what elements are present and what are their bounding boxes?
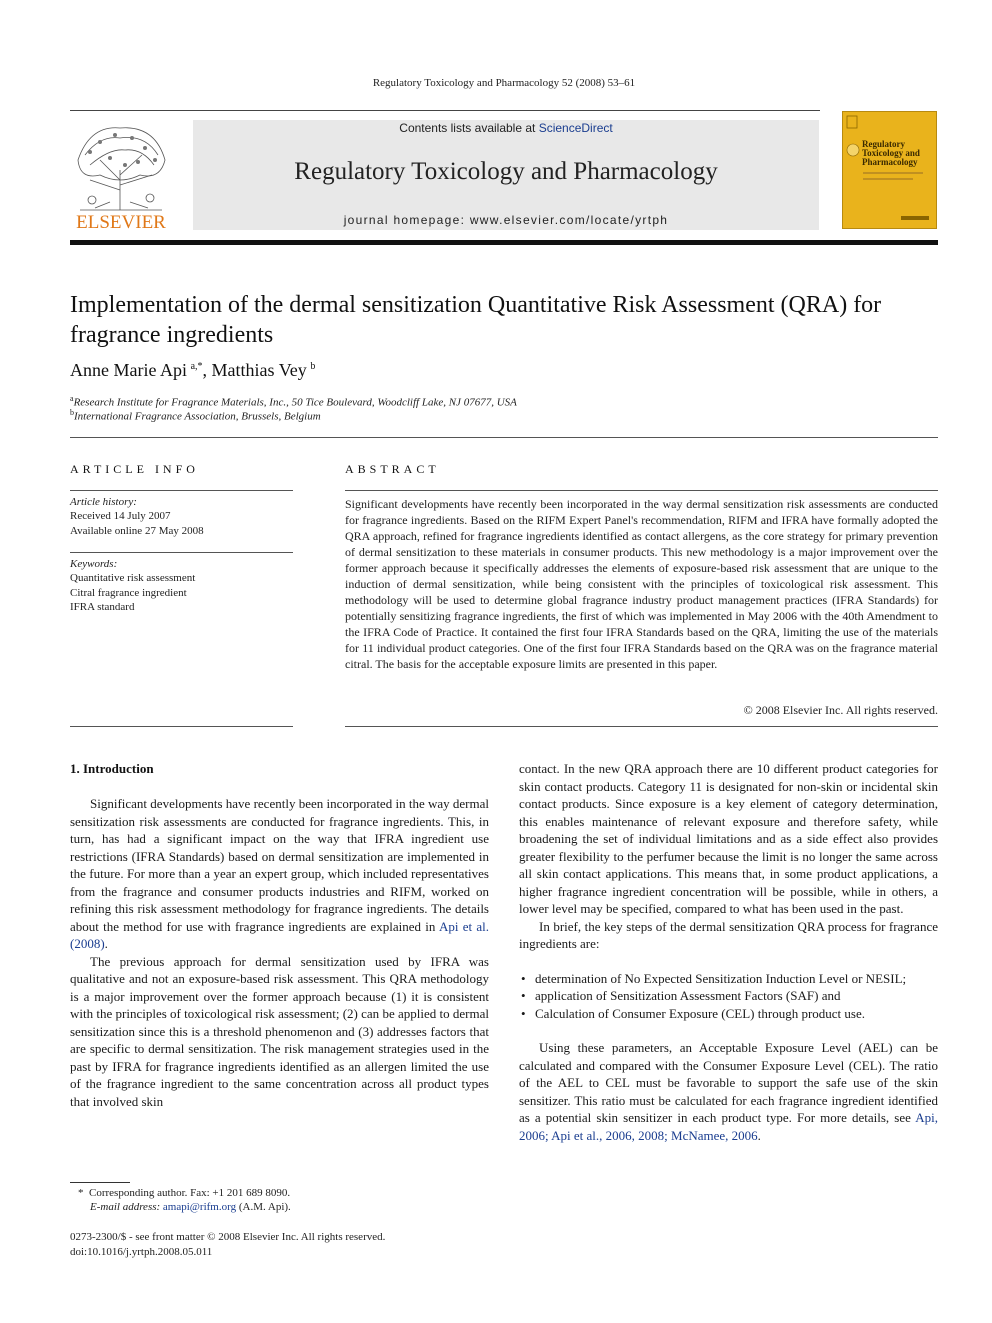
right-column (519, 760, 938, 1144)
list-item-text: determination of No Expected Sensitization Induction Level or NESIL; (535, 970, 907, 986)
author-name: Anne Marie Api (70, 360, 187, 380)
contents-line (193, 121, 819, 135)
article-info-bottom-rule (70, 726, 293, 727)
front-matter (70, 1230, 385, 1259)
corresponding-text: Corresponding author. Fax: +1 201 689 8090. (89, 1187, 291, 1199)
tree-icon (70, 120, 172, 212)
contents-prefix: Contents lists available at (399, 121, 539, 135)
keyword: IFRA standard (70, 600, 135, 613)
email-link[interactable]: amapi@rifm.org (162, 1201, 237, 1213)
abstract-bottom-rule (345, 726, 938, 727)
list-item-text: Calculation of Consumer Exposure (CEL) through product use. (535, 1005, 865, 1021)
list-item (519, 1005, 938, 1023)
affiliation-mark: a (70, 394, 74, 403)
email-suffix: (A.M. Api). (236, 1201, 291, 1213)
history-label: Article history: (70, 496, 137, 508)
email-note (90, 1201, 291, 1213)
sciencedirect-link[interactable]: ScienceDirect (538, 121, 613, 135)
keywords-block (70, 557, 195, 614)
paragraph-end: . (104, 936, 108, 951)
header-thick-rule (70, 240, 938, 245)
footnote-rule (70, 1182, 130, 1183)
affiliation-text: Research Institute for Fragrance Materials, Inc., 50 Tice Boulevard, Woodcliff Lake, NJ 07677, USA (73, 396, 517, 409)
list-item (519, 970, 938, 988)
list-item (519, 987, 938, 1005)
journal-homepage[interactable]: journal homepage: www.elsevier.com/locate/yrtph (343, 213, 669, 227)
abstract-heading: ABSTRACT (345, 462, 440, 476)
left-column (70, 795, 489, 1110)
paragraph (519, 1039, 938, 1144)
section-heading-introduction: 1. Introduction (70, 761, 154, 776)
paragraph-text: Significant developments have recently been incorporated in the way dermal sensitization risk assessments are conducted for fragrance ingredients. This, in turn, has had a significant impact on the way that IFRA ingredient use restrictions (IFRA Standards) based on dermal sensitization are implemented in the future. For more than a year an expert group, which included representatives from the fragrance and consumer products industries and RIFM, worked on refining this risk assessment methodology for fragrance ingredients. The details about the method for use with fragrance ingredients are explained in (70, 796, 489, 934)
author-marks[interactable]: a,* (190, 361, 203, 372)
header-divider (70, 110, 820, 111)
article-history (70, 495, 204, 538)
citation-link[interactable]: Api, 2006; Api et al., 2006, 2008; McNamee, 2006 (519, 1110, 938, 1143)
citation-link[interactable]: Api et al. (2008) (70, 918, 489, 951)
keywords-divider (70, 552, 293, 553)
cover-title: Regulatory Toxicology and Pharmacology (862, 139, 920, 167)
affiliation-text: International Fragrance Association, Brussels, Belgium (74, 410, 321, 423)
key-steps-list (519, 970, 938, 1023)
title-divider (70, 437, 938, 438)
article-info-divider (70, 490, 293, 491)
journal-citation: Regulatory Toxicology and Pharmacology 52 (2008) 53–61 (372, 77, 636, 89)
available-date: Available online 27 May 2008 (70, 524, 204, 537)
paragraph-continued: contact. In the new QRA approach there are 10 different product categories for skin contact products. Category 11 is designated for non-skin or incidental skin contact products. Since exposure is a key element of category determination, this enables maintenance of relevant exposure and therefore safety, while broadening the set of individual limitations and as a side effect also provides greater flexibility to the perfumer because the limit is no longer the same across all skin contact applications. This means that, in some product applications, a higher fragrance ingredient concentration will be possible, while in others, a lower level may be specified, compared to what has been used in the past. (519, 761, 938, 916)
bullet-icon: • (521, 1005, 526, 1021)
affiliation (70, 408, 321, 423)
paragraph: In brief, the key steps of the dermal sensitization QRA process for fragrance ingredients are: (519, 918, 938, 951)
abstract-copyright: © 2008 Elsevier Inc. All rights reserved. (743, 703, 938, 717)
author-marks[interactable]: b (310, 361, 316, 372)
abstract-text: Significant developments have recently been incorporated in the way dermal sensitization risk assessments are conducted for fragrance ingredients. Based on the RIFM Expert Panel's recommendation, RIFM and IFRA have formally adopted the QRA approach, refined for fragrance ingredients identified as contact allergens, as the core strategy for primary prevention of dermal sensitization to these materials in consumer products. This new methodology is a major improvement over the former approach because it specifically addresses the elements of exposure-based risk assessment that are unique to the induction of dermal sensitization, while being consistent with the principles of toxicological risk assessment. This methodology will be used to determine global fragrance industry product management practices (IFRA Standards) for potentially sensitizing fragrance ingredients, the first of which was implemented in May 2006 with the 40th Amendment to the IFRA Code of Practice. It contained the first four IFRA Standards based on the QRA, limiting the use of the materials for 11 individual product categories. One of the first four IFRA Standards based on the QRA was on the fragrance material citral. The basis for the acceptable exposure limits are presented in this paper. (345, 497, 938, 671)
keyword: Citral fragrance ingredient (70, 586, 187, 599)
list-item-text: application of Sensitization Assessment Factors (SAF) and (535, 988, 841, 1003)
bullet-icon: • (521, 970, 526, 986)
paragraph-end: . (757, 1127, 761, 1143)
paragraph (70, 795, 489, 953)
author-list: Anne Marie Api $^{a,*}$, Matthias Vey $^b$ (70, 360, 316, 380)
affiliation-mark: b (70, 408, 74, 417)
paper-title: Implementation of the dermal sensitization Quantitative Risk Assessment (QRA) for fragrance ingredients (70, 292, 882, 348)
journal-title: Regulatory Toxicology and Pharmacology (294, 158, 718, 185)
keywords-label: Keywords: (70, 558, 118, 570)
author-name: Matthias Vey (211, 360, 307, 380)
abstract-divider (345, 490, 938, 491)
affiliation (70, 394, 517, 409)
issn-line: 0273-2300/$ - see front matter © 2008 Elsevier Inc. All rights reserved. (70, 1231, 386, 1243)
journal-cover-thumbnail (842, 111, 937, 229)
footnote-mark: * (78, 1187, 84, 1199)
received-date: Received 14 July 2007 (70, 510, 171, 523)
article-info-heading: ARTICLE INFO (70, 462, 199, 476)
cover-art-icon (843, 112, 936, 228)
keyword: Quantitative risk assessment (70, 572, 196, 585)
bullet-icon: • (521, 988, 526, 1003)
paragraph: The previous approach for dermal sensitization used by IFRA was qualitative and not an exposure-based risk assessment. This QRA methodology is a major improvement over the former approach because (1) it is consistent with the principles of toxicological risk assessment; (2) can be applied to dermal sensitization since this is a threshold phenomenon and (3) addresses factors that are specific to dermal sensitization. The risk management strategies used in the past by IFRA for fragrance ingredients identified as an allergen limited the use of the fragrance ingredient to the same concentration across all product types that involved skin (70, 953, 489, 1109)
paragraph-text: Using these parameters, an Acceptable Exposure Level (AEL) can be calculated and compared with the Consumer Exposure Level (CEL). The ratio of the AEL to CEL must be favorable to support the safe use of the skin sensitizer. This ratio must be calculated for each fragrance ingredient identified as a potential skin sensitizer in each product type. For more details, see (519, 1040, 938, 1125)
doi-line[interactable]: doi:10.1016/j.yrtph.2008.05.011 (70, 1245, 213, 1258)
email-label: E-mail address: (90, 1201, 163, 1213)
elsevier-wordmark: ELSEVIER (76, 212, 166, 233)
corresponding-author-note (78, 1187, 290, 1199)
